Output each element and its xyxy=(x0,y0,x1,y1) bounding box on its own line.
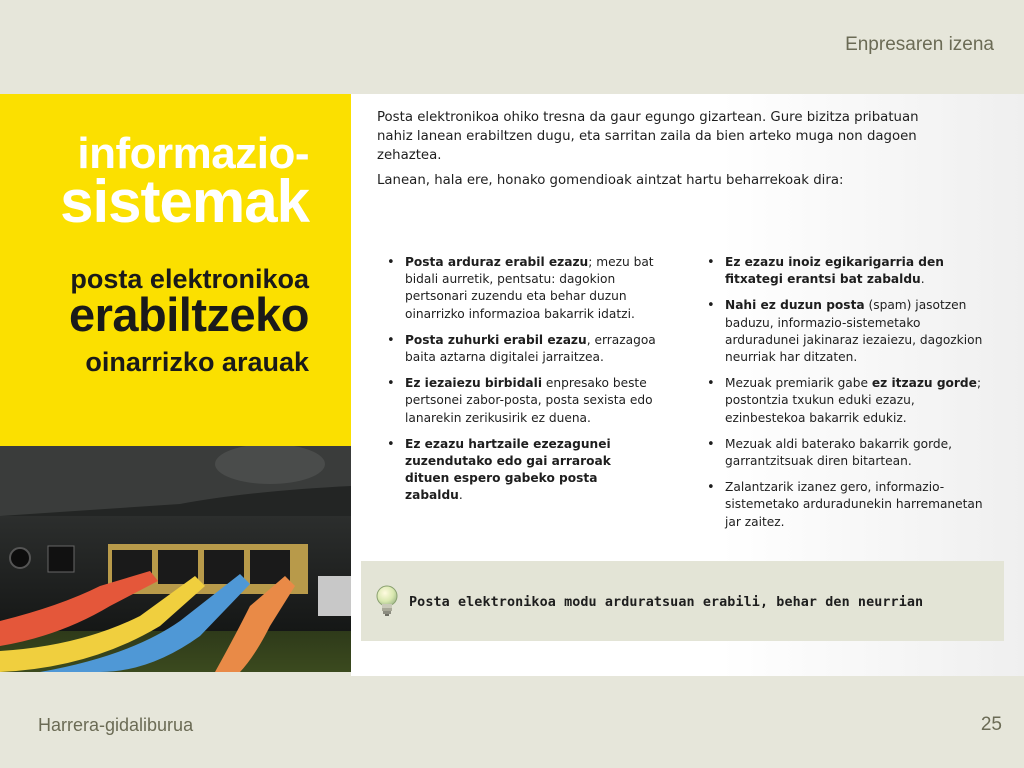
router-cables-photo xyxy=(0,446,351,672)
title-block xyxy=(0,94,351,446)
subtitle-line-3: oinarrizko arauak xyxy=(85,347,309,377)
list-item xyxy=(707,375,997,427)
list-item xyxy=(707,479,997,531)
item-bold: Ez iezaiezu birbidali xyxy=(405,376,542,391)
item-text: Zalantzarik izanez gero, informazio-sistemetako arduradunekin harremanetan jar zaitez. xyxy=(725,480,983,529)
item-bold: Posta zuhurki erabil ezazu xyxy=(405,332,587,347)
list-item xyxy=(387,332,659,366)
item-bold: ez itzazu gorde xyxy=(871,376,977,391)
item-bold: Ez ezazu hartzaile ezezagunei zuzendutako edo gai arraroak dituen espero gabeko posta zabaldu xyxy=(405,436,611,503)
tip-box xyxy=(361,561,1004,641)
intro-text xyxy=(377,108,957,196)
recommendations-right xyxy=(707,254,997,540)
item-text: ; postontzia txukun eduki ezazu, ezinbestekoa bakarrik edukiz. xyxy=(725,376,982,425)
content-panel xyxy=(351,94,1024,676)
title-line-2: sistemak xyxy=(60,168,309,235)
intro-paragraph-1: Posta elektronikoa ohiko tresna da gaur egungo gizartean. Gure bizitza pribatuan nahiz lanean erabiltzen dugu, eta sarritan zaila da bien arteko muga non dagoen zehaztea. xyxy=(377,110,919,163)
intro-paragraph-2: Lanean, hala ere, honako gomendioak aintzat hartu beharrekoak dira: xyxy=(377,173,844,188)
list-item xyxy=(707,254,997,288)
tip-text: Posta elektronikoa modu arduratsuan erabili, behar den neurrian xyxy=(409,595,924,610)
lightbulb-icon xyxy=(376,585,398,621)
title-line-1: informazio- xyxy=(77,129,309,178)
item-text: Mezuak aldi baterako bakarrik gorde, garrantzitsuak diren bitartean. xyxy=(725,436,953,469)
item-text: , errazagoa baita aztarna digitalei jarraitzea. xyxy=(405,332,656,365)
item-text: ; mezu bat bidali aurretik, pentsatu: dagokion pertsonari zuzendu eta behar duzun oinarrizko informazioa bakarrik idatzi. xyxy=(405,255,654,321)
item-text: (spam) jasotzen baduzu, informazio-sistemetako arduradunei jakinaraz iezaiezu, dagozkion neurriak har ditzaten. xyxy=(725,298,983,365)
subtitle-line-2: erabiltzeko xyxy=(68,288,309,341)
list-item xyxy=(707,436,997,470)
recommendations-left xyxy=(387,254,659,514)
list-item xyxy=(707,297,997,366)
item-text: . xyxy=(920,272,925,287)
list-item xyxy=(387,375,659,427)
company-name: Enpresaren izena xyxy=(845,34,994,55)
subtitle-line-1: posta elektronikoa xyxy=(70,264,309,294)
item-bold: Ez ezazu inoiz egikarigarria den fitxategi erantsi bat zabaldu xyxy=(725,255,944,287)
item-text: . xyxy=(458,488,463,503)
item-text: Mezuak premiarik gabe xyxy=(725,376,872,391)
item-bold: Posta arduraz erabil ezazu xyxy=(405,255,589,269)
footer-title: Harrera-gidaliburua xyxy=(38,715,194,735)
list-item xyxy=(387,254,659,323)
page-number: 25 xyxy=(980,714,1002,735)
item-text: enpresako beste pertsonei zabor-posta, posta sexista edo lanarekin zerikusirik ez duena. xyxy=(405,376,653,425)
list-item xyxy=(387,436,659,505)
item-bold: Nahi ez duzun posta xyxy=(725,298,865,313)
